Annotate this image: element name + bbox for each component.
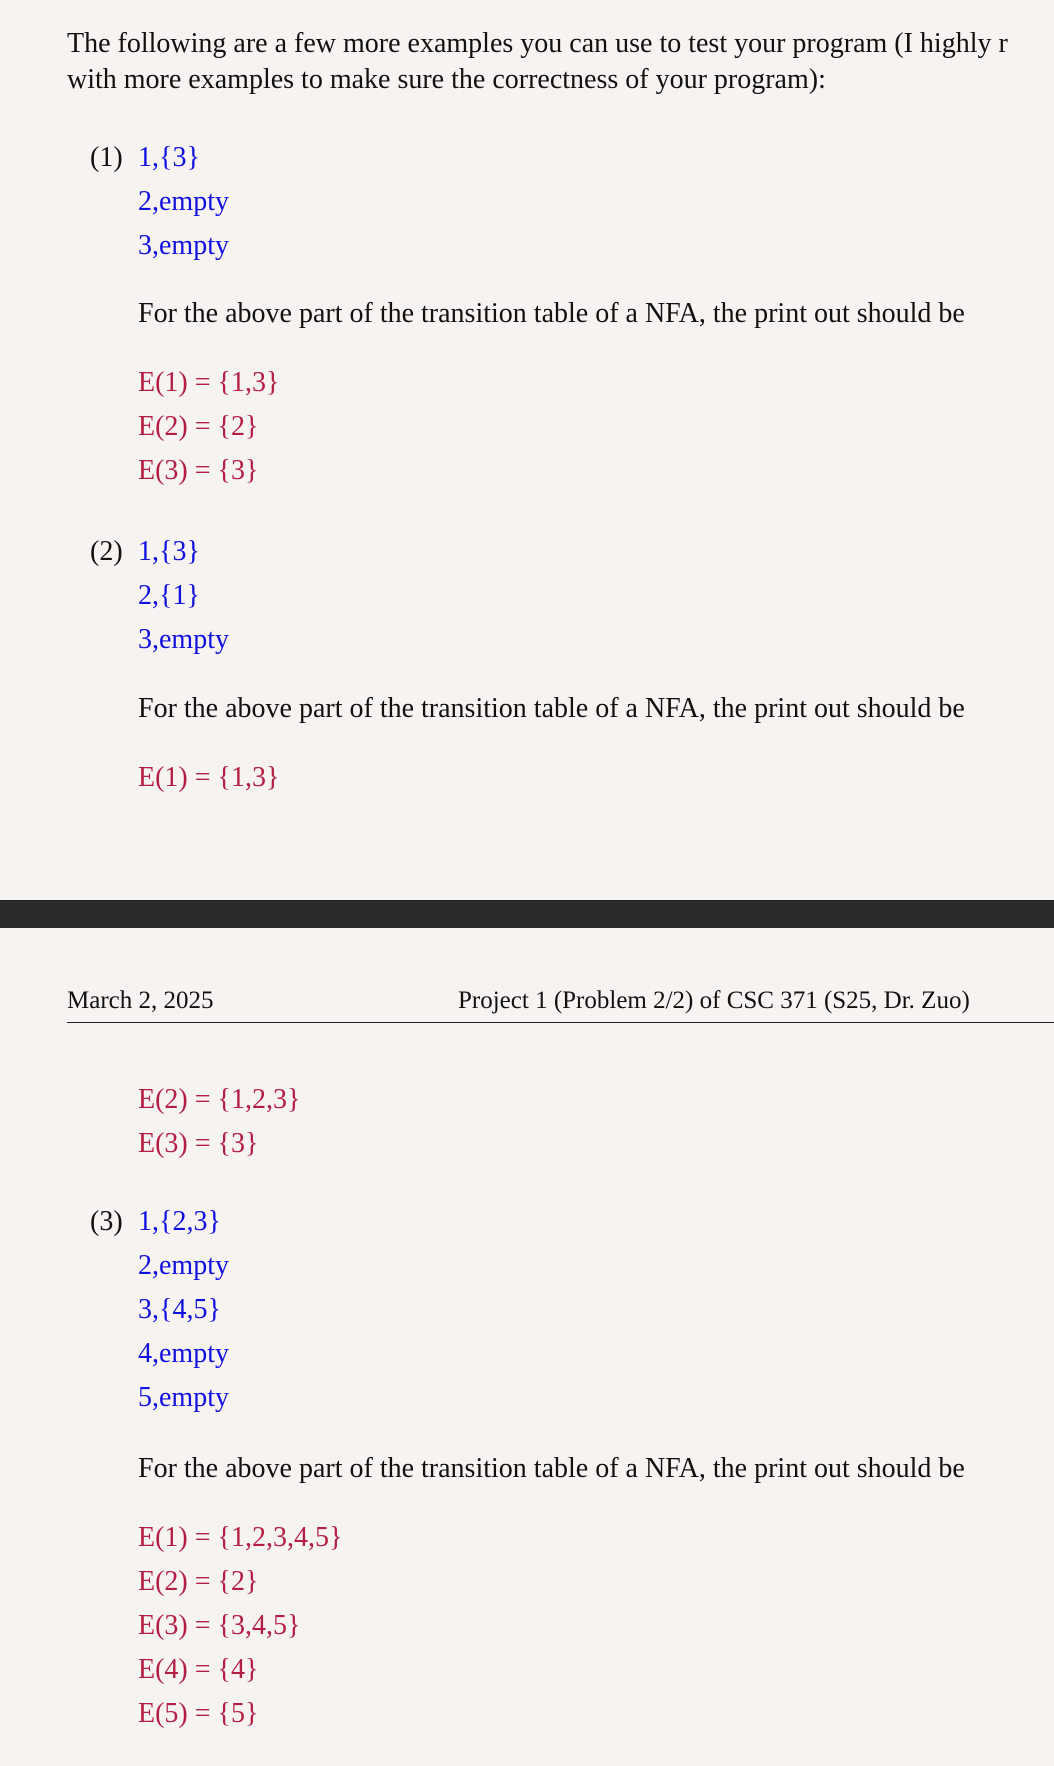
output-line: E(3) = {3,4,5} [138, 1610, 301, 1641]
output-line: E(3) = {3} [138, 455, 259, 486]
output-line: E(2) = {2} [138, 1566, 259, 1597]
transition-table [138, 1200, 229, 1420]
example-3-output [138, 1516, 342, 1736]
table-row: 1,{2,3} [138, 1206, 221, 1237]
example-1-output [138, 361, 279, 493]
output-line: E(2) = {1,2,3} [138, 1084, 301, 1115]
output-line: E(1) = {1,2,3,4,5} [138, 1522, 343, 1553]
example-1-explanation: For the above part of the transition table of a NFA, the print out should be [138, 298, 965, 329]
page-header-date: March 2, 2025 [67, 987, 214, 1014]
table-row: 2,empty [138, 186, 229, 217]
table-row: 2,empty [138, 1250, 229, 1281]
document-page-2 [0, 928, 1054, 1766]
output-line: E(1) = {1,3} [138, 367, 280, 398]
table-row: 4,empty [138, 1338, 229, 1369]
example-number: (1) [90, 142, 123, 173]
output-line: E(2) = {2} [138, 411, 259, 442]
table-row: 1,{3} [138, 142, 200, 173]
output-line: E(5) = {5} [138, 1698, 259, 1729]
example-number: (3) [90, 1206, 123, 1237]
table-row: 3,empty [138, 230, 229, 261]
intro-line-1: The following are a few more examples you can use to test your program (I highly r [67, 28, 1008, 59]
output-line: E(4) = {4} [138, 1654, 259, 1685]
table-row: 2,{1} [138, 580, 200, 611]
table-row: 3,empty [138, 624, 229, 655]
page-separator [0, 900, 1054, 930]
intro-paragraph [67, 26, 1054, 98]
header-rule [67, 1022, 1054, 1023]
example-number: (2) [90, 536, 123, 567]
example-2-explanation: For the above part of the transition table of a NFA, the print out should be [138, 693, 965, 724]
transition-table [138, 530, 229, 662]
output-line: E(1) = {1,3} [138, 762, 280, 793]
output-line: E(3) = {3} [138, 1128, 259, 1159]
transition-table [138, 136, 229, 268]
page-header-title: Project 1 (Problem 2/2) of CSC 371 (S25, Dr. Zuo) [458, 987, 970, 1014]
table-row: 1,{3} [138, 536, 200, 567]
table-row: 3,{4,5} [138, 1294, 221, 1325]
example-2-output-part1 [138, 756, 279, 800]
example-3-explanation: For the above part of the transition table of a NFA, the print out should be [138, 1453, 965, 1484]
table-row: 5,empty [138, 1382, 229, 1413]
example-2-output-part2 [138, 1078, 300, 1166]
intro-line-2: with more examples to make sure the correctness of your program): [67, 64, 826, 95]
